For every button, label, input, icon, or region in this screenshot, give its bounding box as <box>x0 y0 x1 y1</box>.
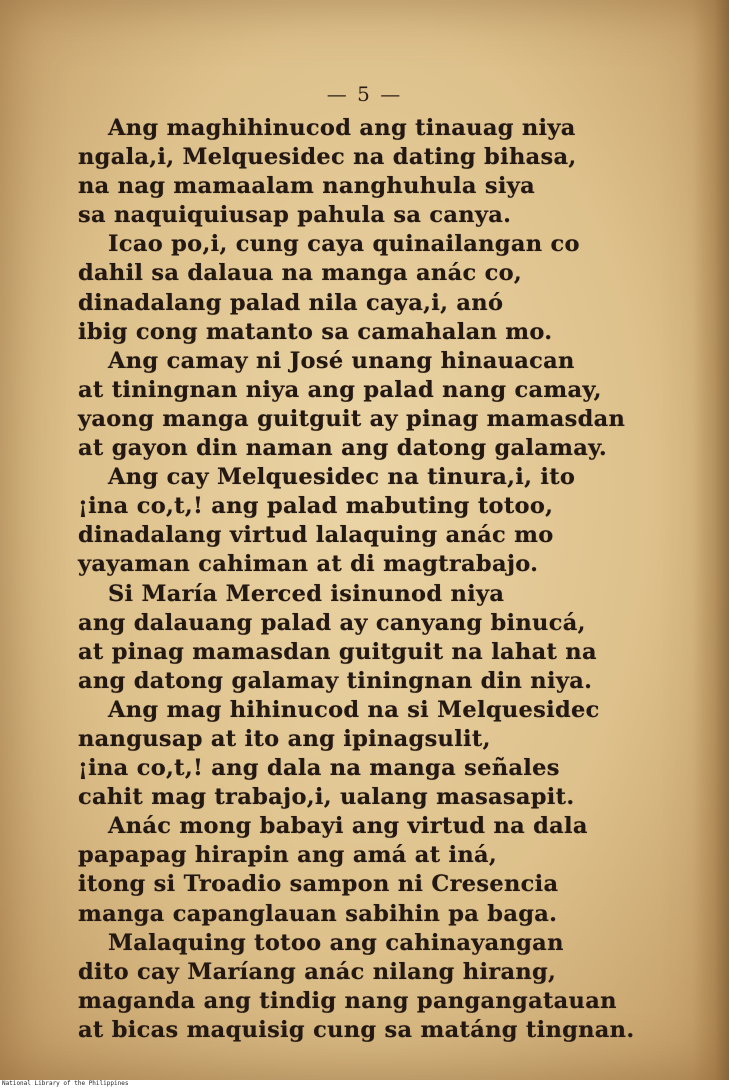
text-line: dinadalang virtud lalaquing anác mo <box>78 522 554 549</box>
text-line: ang datong galamay tiningnan din niya. <box>78 667 593 694</box>
text-line: ibig cong matanto sa camahalan mo. <box>78 318 553 345</box>
text-line: Malaquing totoo ang cahinayangan <box>108 929 564 956</box>
text-line: Icao po,i, cung caya quinailangan co <box>108 231 580 258</box>
text-line: na nag mamaalam nanghuhula siya <box>78 173 535 200</box>
text-line: ang dalauang palad ay canyang binucá, <box>78 609 586 636</box>
page-edge-shadow <box>693 0 729 1080</box>
text-line: Anác mong babayi ang virtud na dala <box>108 813 588 840</box>
text-line: papapag hirapin ang amá at iná, <box>78 842 498 869</box>
text-line: at pinag mamasdan guitguit na lahat na <box>78 638 597 665</box>
text-line: ngala,i, Melquesidec na dating bihasa, <box>78 144 577 171</box>
text-line: cahit mag trabajo,i, ualang masasapit. <box>78 784 575 811</box>
text-line: at bicas maquisig cung sa matáng tingnan. <box>78 1016 635 1043</box>
text-line: yaong manga guitguit ay pinag mamasdan <box>78 405 626 432</box>
text-line: Ang mag hihinucod na si Melquesidec <box>108 696 600 723</box>
text-line: dinadalang palad nila caya,i, anó <box>78 289 504 316</box>
text-line: Si María Merced isinunod niya <box>108 580 505 607</box>
text-line: Ang camay ni José unang hinauacan <box>108 347 575 374</box>
page-number: — 5 — <box>326 82 403 106</box>
text-line: maganda ang tindig nang pangangatauan <box>78 987 617 1014</box>
text-line: yayaman cahiman at di magtrabajo. <box>78 551 539 578</box>
text-line: at tiningnan niya ang palad nang camay, <box>78 376 602 403</box>
text-line: nangusap at ito ang ipinagsulit, <box>78 725 491 752</box>
text-line: dahil sa dalaua na manga anác co, <box>78 260 523 287</box>
text-line: dito cay Maríang anác nilang hirang, <box>78 958 557 985</box>
library-credit: National Library of the Philippines <box>2 1080 129 1087</box>
text-line: ¡ina co,t,! ang palad mabuting totoo, <box>78 493 554 520</box>
text-line: Ang maghihinucod ang tinauag niya <box>108 115 576 141</box>
text-line: sa naquiquiusap pahula sa canya. <box>78 202 512 229</box>
text-line: manga capanglauan sabihin pa baga. <box>78 900 558 927</box>
text-line: Ang cay Melquesidec na tinura,i, ito <box>108 464 576 491</box>
poem-text <box>78 114 688 1045</box>
text-line: itong si Troadio sampon ni Cresencia <box>78 871 559 898</box>
text-line: at gayon din naman ang datong galamay. <box>78 435 608 462</box>
text-line: ¡ina co,t,! ang dala na manga señales <box>78 755 560 782</box>
